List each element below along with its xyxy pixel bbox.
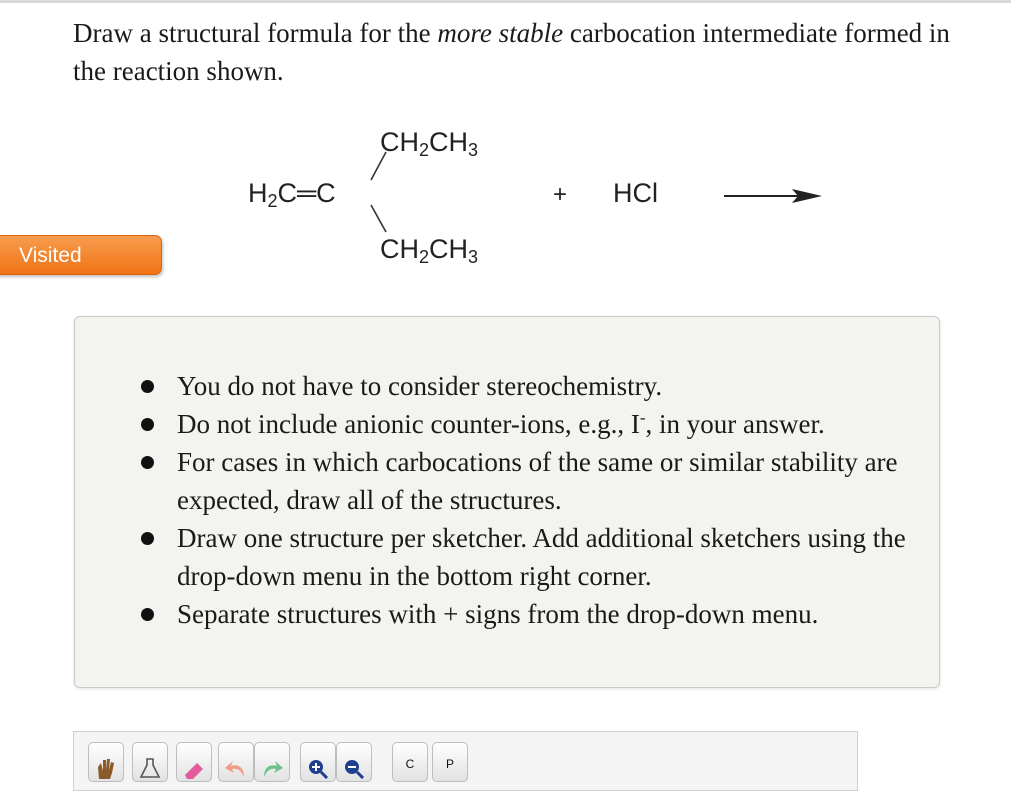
flask-icon <box>138 757 162 779</box>
zoom-out-icon <box>342 757 366 779</box>
instruction-item: Draw one structure per sketcher. Add additional sketchers using the drop-down menu in the bottom right corner. <box>137 519 907 595</box>
alkene-carbon-chain: $H_2C═C$ <box>248 178 336 211</box>
instruction-item: Do not include anionic counter-ions, e.g., I-, in your answer. <box>137 405 907 443</box>
question-text-prefix: Draw a structural formula for the <box>73 18 438 48</box>
paste-button[interactable] <box>432 742 468 782</box>
undo-button[interactable] <box>218 742 254 782</box>
instructions-panel <box>74 316 940 688</box>
undo-icon <box>224 757 248 779</box>
hand-tool-button[interactable] <box>88 742 124 782</box>
eraser-tool-button[interactable] <box>176 742 212 782</box>
instructions-list <box>137 367 907 633</box>
double-bond: ═ <box>297 178 317 208</box>
zoom-in-icon <box>306 757 330 779</box>
ethyl-top: $CH_2CH_3$ <box>380 127 479 160</box>
redo-button[interactable] <box>254 742 290 782</box>
copy-icon: C <box>405 757 415 771</box>
ethyl-bottom: $CH_2CH_3$ <box>380 234 479 267</box>
instruction-item: For cases in which carbocations of the same or similar stability are expected, draw all of the structures. <box>137 443 907 519</box>
eraser-icon <box>182 757 206 779</box>
instruction-item: Separate structures with + signs from the drop-down menu. <box>137 595 907 633</box>
sketcher-toolbar <box>73 731 858 791</box>
redo-icon <box>260 757 284 779</box>
plus-sign: + <box>553 181 568 208</box>
paste-icon: P <box>445 757 454 771</box>
zoom-in-button[interactable] <box>300 742 336 782</box>
reagent-hcl: HCl <box>613 178 658 208</box>
visited-badge[interactable]: Visited <box>0 235 162 275</box>
reaction-arrow-icon <box>722 186 832 206</box>
question-emphasis: more stable <box>437 18 564 48</box>
zoom-out-button[interactable] <box>336 742 372 782</box>
copy-button[interactable] <box>392 742 428 782</box>
flask-tool-button[interactable] <box>132 742 168 782</box>
bond-line-bottom <box>371 205 386 232</box>
top-rule <box>0 0 1011 3</box>
question-text-suffix: carbocation intermediate formed in the reaction shown. <box>73 18 950 86</box>
question-prompt <box>73 14 953 90</box>
instruction-item: You do not have to consider stereochemistry. <box>137 367 907 405</box>
hand-icon <box>94 757 118 779</box>
